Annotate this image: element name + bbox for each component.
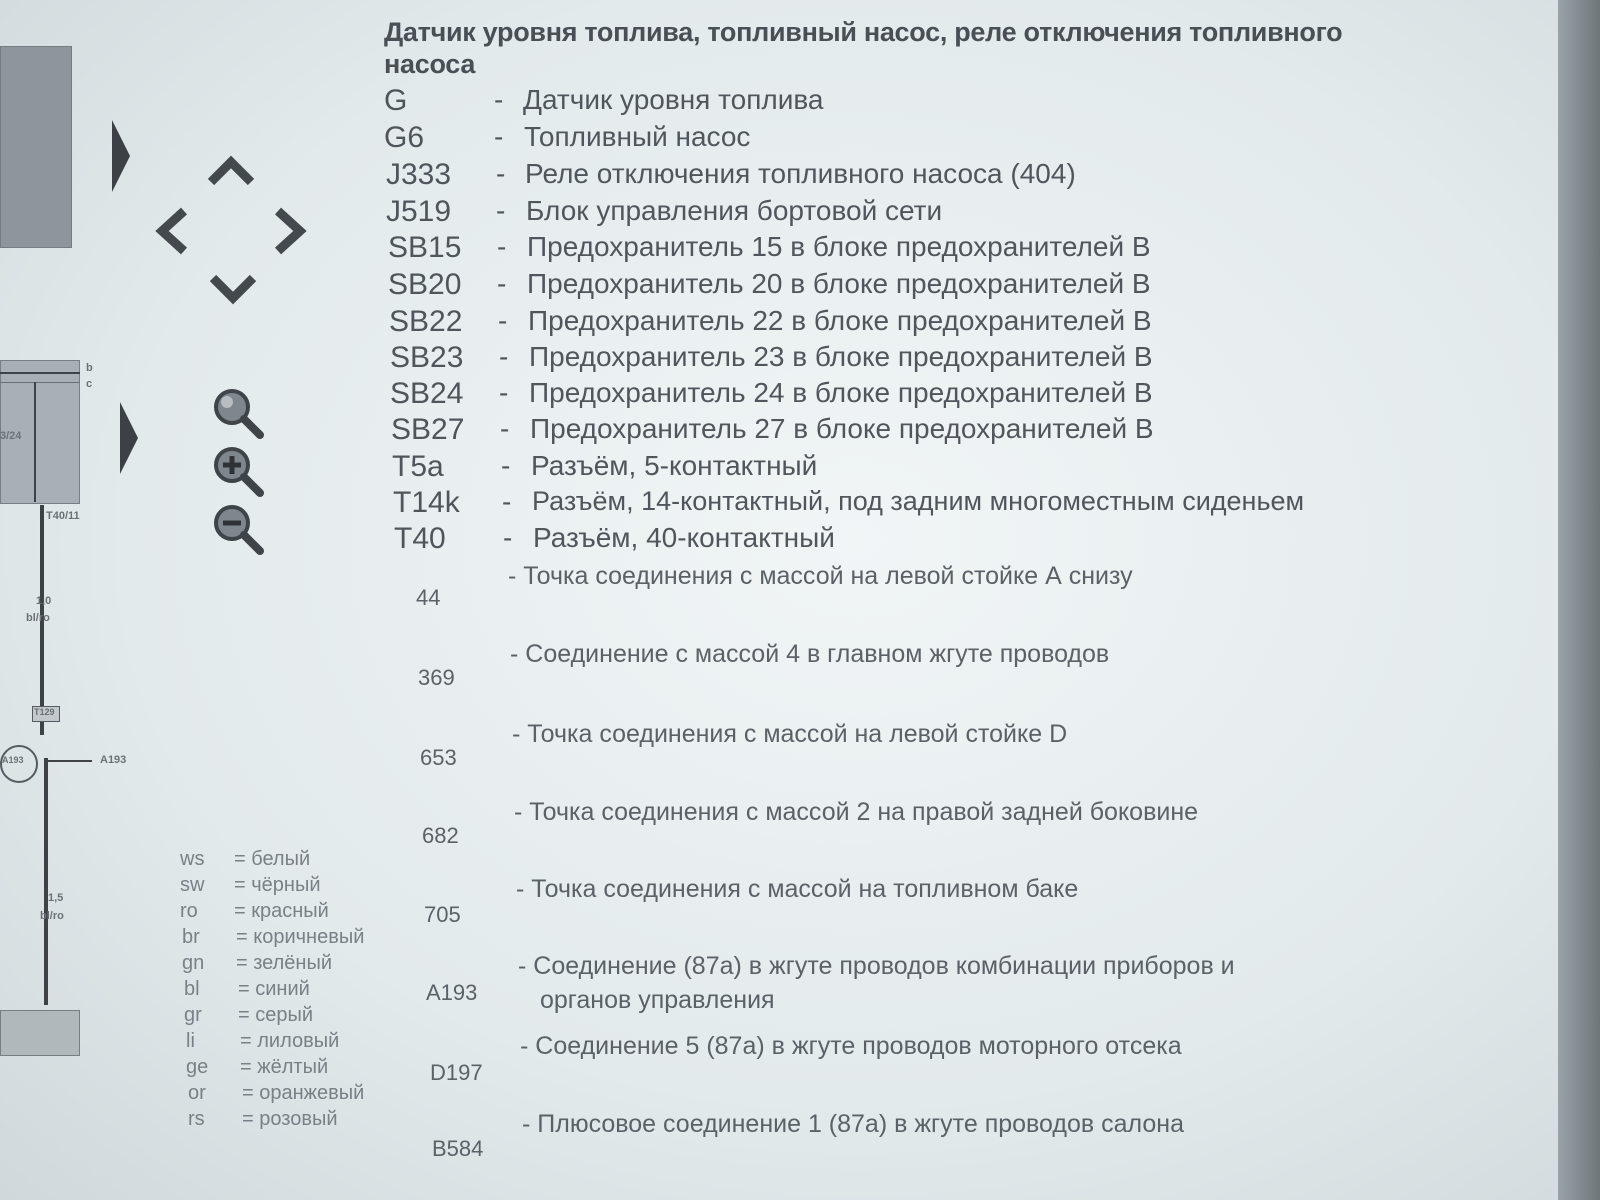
legend-code: ge	[186, 1056, 209, 1078]
component-code: SB20	[388, 268, 462, 301]
component-desc: Предохранитель 20 в блоке предохранителей В	[527, 268, 1151, 299]
legend-meaning: = лиловый	[240, 1030, 340, 1052]
magnifier-icon[interactable]	[210, 385, 266, 441]
component-code: SB23	[390, 341, 464, 374]
connection-desc: - Соединение 5 (87a) в жгуте проводов моторного отсека	[520, 1032, 1182, 1060]
diagram-label-wire1-color: bl/ro	[26, 612, 50, 624]
dash: -	[498, 305, 508, 336]
legend-meaning: = розовый	[242, 1108, 338, 1130]
legend-row	[184, 1004, 313, 1027]
legend-code: li	[186, 1030, 195, 1052]
component-desc: Разъём, 40-контактный	[533, 522, 835, 553]
component-desc: Предохранитель 27 в блоке предохранителей В	[530, 413, 1154, 444]
component-desc: Предохранитель 15 в блоке предохранителей В	[527, 231, 1151, 262]
chevron-right-icon[interactable]	[272, 206, 310, 256]
legend-code: sw	[180, 874, 205, 896]
dash: -	[499, 377, 509, 408]
diagram-label-wire1: 1,0	[36, 595, 52, 607]
connection-code: 369	[418, 665, 455, 690]
connection-desc: - Точка соединения с массой на левой стойке А снизу	[508, 562, 1133, 590]
component-desc: Предохранитель 24 в блоке предохранителей В	[529, 377, 1153, 408]
legend-code: ws	[180, 848, 205, 870]
dash: -	[497, 231, 507, 262]
legend-meaning: = чёрный	[234, 874, 321, 896]
dash: -	[496, 195, 506, 226]
component-desc: Датчик уровня топлива	[523, 84, 824, 115]
legend-meaning: = белый	[234, 848, 311, 870]
component-desc: Топливный насос	[524, 121, 751, 152]
monitor-bezel	[1558, 0, 1600, 1200]
diagram-label-c: c	[86, 378, 93, 390]
component-code: SB24	[390, 377, 464, 410]
diagram-block-bottom	[0, 1010, 80, 1056]
component-desc: Предохранитель 23 в блоке предохранителей В	[529, 341, 1153, 372]
legend-row	[188, 1108, 338, 1131]
connection-code: D197	[430, 1060, 483, 1085]
connection-code: 653	[420, 745, 457, 770]
dash: -	[501, 450, 511, 481]
diagram-label-wire2: 1,5	[48, 892, 64, 904]
connection-desc: - Точка соединения с массой на левой стойке D	[512, 720, 1068, 748]
diagram-wire	[0, 372, 80, 374]
legend-row	[180, 900, 329, 923]
dash: -	[499, 341, 509, 372]
component-code: T5a	[392, 450, 444, 483]
diagram-wire	[44, 760, 48, 1005]
legend-row	[186, 1056, 328, 1079]
component-code: SB15	[388, 231, 462, 264]
connection-code: A193	[426, 980, 478, 1005]
page-title: Датчик уровня топлива, топливный насос, реле отключения топливного насоса	[384, 17, 1343, 79]
diagram-wire	[0, 382, 80, 383]
legend-meaning: = жёлтый	[240, 1056, 329, 1078]
legend-meaning: = синий	[238, 978, 310, 1000]
legend-meaning: = красный	[234, 900, 329, 922]
legend-row	[182, 952, 332, 975]
diagram-label-t129: T129	[34, 707, 55, 717]
component-code: G6	[384, 121, 425, 154]
diagram-label-a193-right: A193	[100, 754, 127, 766]
zoom-out-icon[interactable]	[210, 501, 266, 557]
legend-code: gn	[182, 952, 205, 974]
legend-code: gr	[184, 1004, 202, 1026]
connection-desc: - Точка соединения с массой 2 на правой задней боковине	[514, 798, 1199, 826]
legend-code: br	[182, 926, 200, 948]
dash: -	[500, 413, 510, 444]
diagram-label-t40: T40/11	[46, 510, 80, 522]
zoom-in-icon[interactable]	[210, 443, 266, 499]
component-code: J333	[386, 158, 452, 191]
diagram-wire	[48, 760, 92, 762]
legend-row	[180, 848, 310, 871]
legend-code: bl	[184, 978, 200, 1000]
diagram-label-wire2-color: bl/ro	[40, 910, 64, 922]
connection-desc: - Соединение с массой 4 в главном жгуте проводов	[510, 640, 1110, 668]
diagram-label-a193-left: A193	[2, 755, 24, 765]
component-code: J519	[386, 195, 452, 228]
legend-row	[182, 926, 364, 949]
page-next-arrow-middle[interactable]	[120, 402, 138, 474]
chevron-down-icon[interactable]	[208, 272, 258, 308]
component-desc: Предохранитель 22 в блоке предохранителей В	[528, 305, 1152, 336]
legend-row	[186, 1030, 339, 1053]
diagram-block-top	[0, 46, 72, 248]
legend-code: rs	[188, 1108, 205, 1130]
component-code: T40	[394, 522, 446, 555]
connection-code: 44	[416, 585, 441, 610]
chevron-left-icon[interactable]	[152, 206, 190, 256]
legend-row	[188, 1082, 364, 1105]
dash: -	[503, 522, 513, 553]
diagram-label-b: b	[86, 362, 93, 374]
diagram-label-sb: 3/24	[0, 430, 22, 442]
connection-desc: - Точка соединения с массой на топливном баке	[516, 875, 1079, 903]
legend-code: or	[188, 1082, 206, 1104]
component-code: G	[384, 84, 408, 117]
component-desc: Реле отключения топливного насоса (404)	[525, 158, 1076, 189]
legend-meaning: = оранжевый	[242, 1082, 365, 1104]
component-code: T14k	[393, 486, 460, 519]
legend-meaning: = коричневый	[236, 926, 365, 948]
legend-meaning: = зелёный	[236, 952, 333, 974]
diagram-wire	[34, 382, 36, 502]
dash: -	[502, 486, 512, 517]
component-desc: Разъём, 5-контактный	[531, 450, 818, 481]
connection-desc-continued: органов управления	[540, 986, 775, 1014]
dash: -	[497, 268, 507, 299]
component-code: SB22	[389, 305, 463, 338]
legend-code: ro	[180, 900, 198, 922]
legend-meaning: = серый	[238, 1004, 314, 1026]
legend-row	[184, 978, 310, 1001]
component-desc: Блок управления бортовой сети	[526, 195, 943, 226]
legend-row	[180, 874, 321, 897]
dash: -	[494, 121, 504, 152]
connection-code: 682	[422, 823, 459, 848]
dash: -	[494, 84, 504, 115]
page-next-arrow-top[interactable]	[112, 120, 130, 192]
connection-desc: - Плюсовое соединение 1 (87a) в жгуте проводов салона	[522, 1110, 1184, 1138]
component-code: SB27	[391, 413, 465, 446]
connection-desc: - Соединение (87a) в жгуте проводов комбинации приборов и	[518, 952, 1235, 980]
chevron-up-icon[interactable]	[206, 152, 256, 188]
connection-code: 705	[424, 902, 461, 927]
connection-code: B584	[432, 1136, 484, 1161]
component-desc: Разъём, 14-контактный, под задним многоместным сиденьем	[532, 486, 1305, 516]
dash: -	[496, 158, 506, 189]
